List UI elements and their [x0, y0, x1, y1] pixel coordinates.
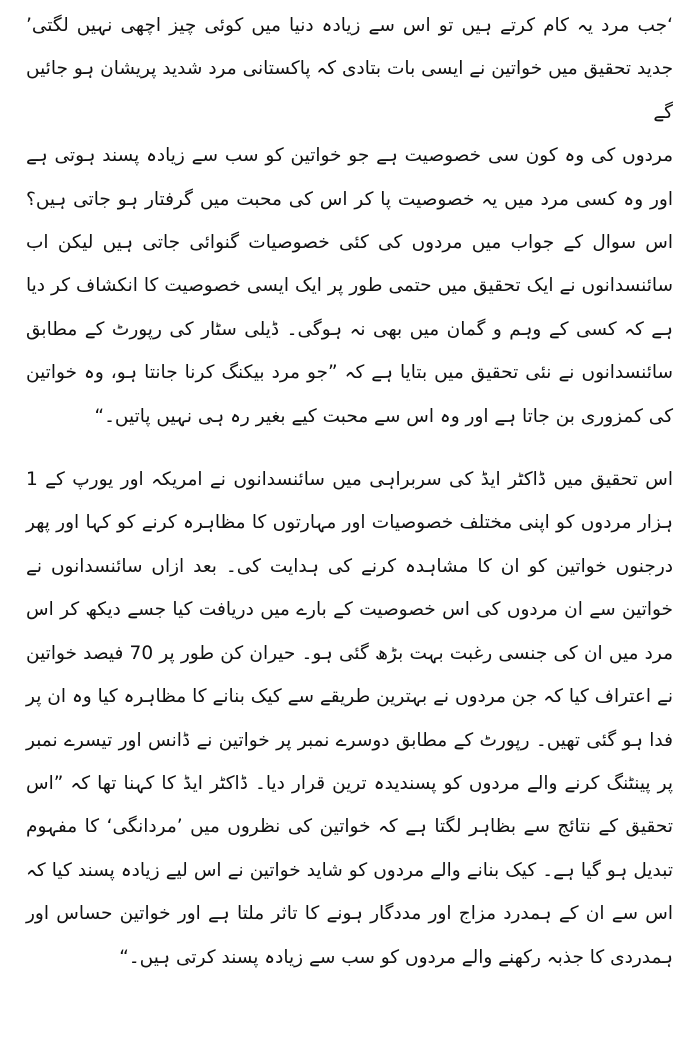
paragraph-spacer — [26, 438, 673, 458]
article-paragraph-1: مردوں کی وہ کون سی خصوصیت ہے جو خواتین کو سب سے زیادہ پسند ہوتی ہے اور وہ کسی مرد میں یہ خصوصیت پا کر اس کی محبت میں گرفتار ہو جاتی ہیں؟ اس سوال کے جواب میں مردوں کی کئی خصوصیات گنوائی جاتی ہیں لیکن اب سائنسدانوں نے ایک تحقیق میں حتمی طور پر ایک ایسی خصوصیت کا انکشاف کر دیا ہے کہ کسی کے وہم و گمان میں بھی نہ ہوگی۔ ڈیلی سٹار کی رپورٹ کے مطابق سائنسدانوں نے نئی تحقیق میں بتایا ہے کہ ”جو مرد بیکنگ کرنا جانتا ہو، وہ خواتین کی کمزوری بن جاتا ہے اور وہ اس سے محبت کیے بغیر رہ ہی نہیں پاتیں۔“ — [26, 145, 673, 427]
article-paragraph-2: اس تحقیق میں ڈاکٹر ایڈ کی سربراہی میں سائنسدانوں نے امریکہ اور یورپ کے 1 ہزار مردوں کو اپنی مختلف خصوصیات اور مہارتوں کا مظاہرہ کرنے کو کہا اور پھر درجنوں خواتین کو ان کا مشاہدہ کرنے کی ہدایت کی۔ بعد ازاں سائنسدانوں نے خواتین سے ان مردوں کی اس خصوصیت کے بارے میں دریافت کیا جسے دیکھ کر اس مرد میں ان کی جنسی رغبت بہت بڑھ گئی ہو۔ حیران کن طور پر 70 فیصد خواتین نے اعتراف کیا کہ جن مردوں نے بہترین طریقے سے کیک بنانے کا مظاہرہ کیا وہ ان پر فدا ہو گئی تھیں۔ رپورٹ کے مطابق دوسرے نمبر پر خواتین نے ڈانس اور تیسرے نمبر پر پینٹنگ کرنے والے مردوں کو پسندیدہ ترین قرار دیا۔ ڈاکٹر ایڈ کا کہنا تھا کہ ”اس تحقیق کے نتائج سے بظاہر لگتا ہے کہ خواتین کی نظروں میں ’مردانگی‘ کا مفہوم تبدیل ہو گیا ہے۔ کیک بنانے والے مردوں کو شاید خواتین نے اس لیے زیادہ پسند کیا کہ اس سے ان کے ہمدرد مزاج اور مددگار ہونے کا تاثر ملتا ہے اور خواتین حساس اور ہمدردی کا جذبہ رکھنے والے مردوں کو سب سے زیادہ پسند کرتی ہیں۔“ — [26, 469, 674, 968]
article-heading-paragraph: ‘جب مرد یہ کام کرتے ہیں تو اس سے زیادہ دنیا میں کوئی چیز اچھی نہیں لگتی’ جدید تحقیق میں خواتین نے ایسی بات بتادی کہ پاکستانی مرد شدید پریشان ہو جائیں گے — [26, 15, 673, 123]
article-body — [26, 4, 673, 979]
